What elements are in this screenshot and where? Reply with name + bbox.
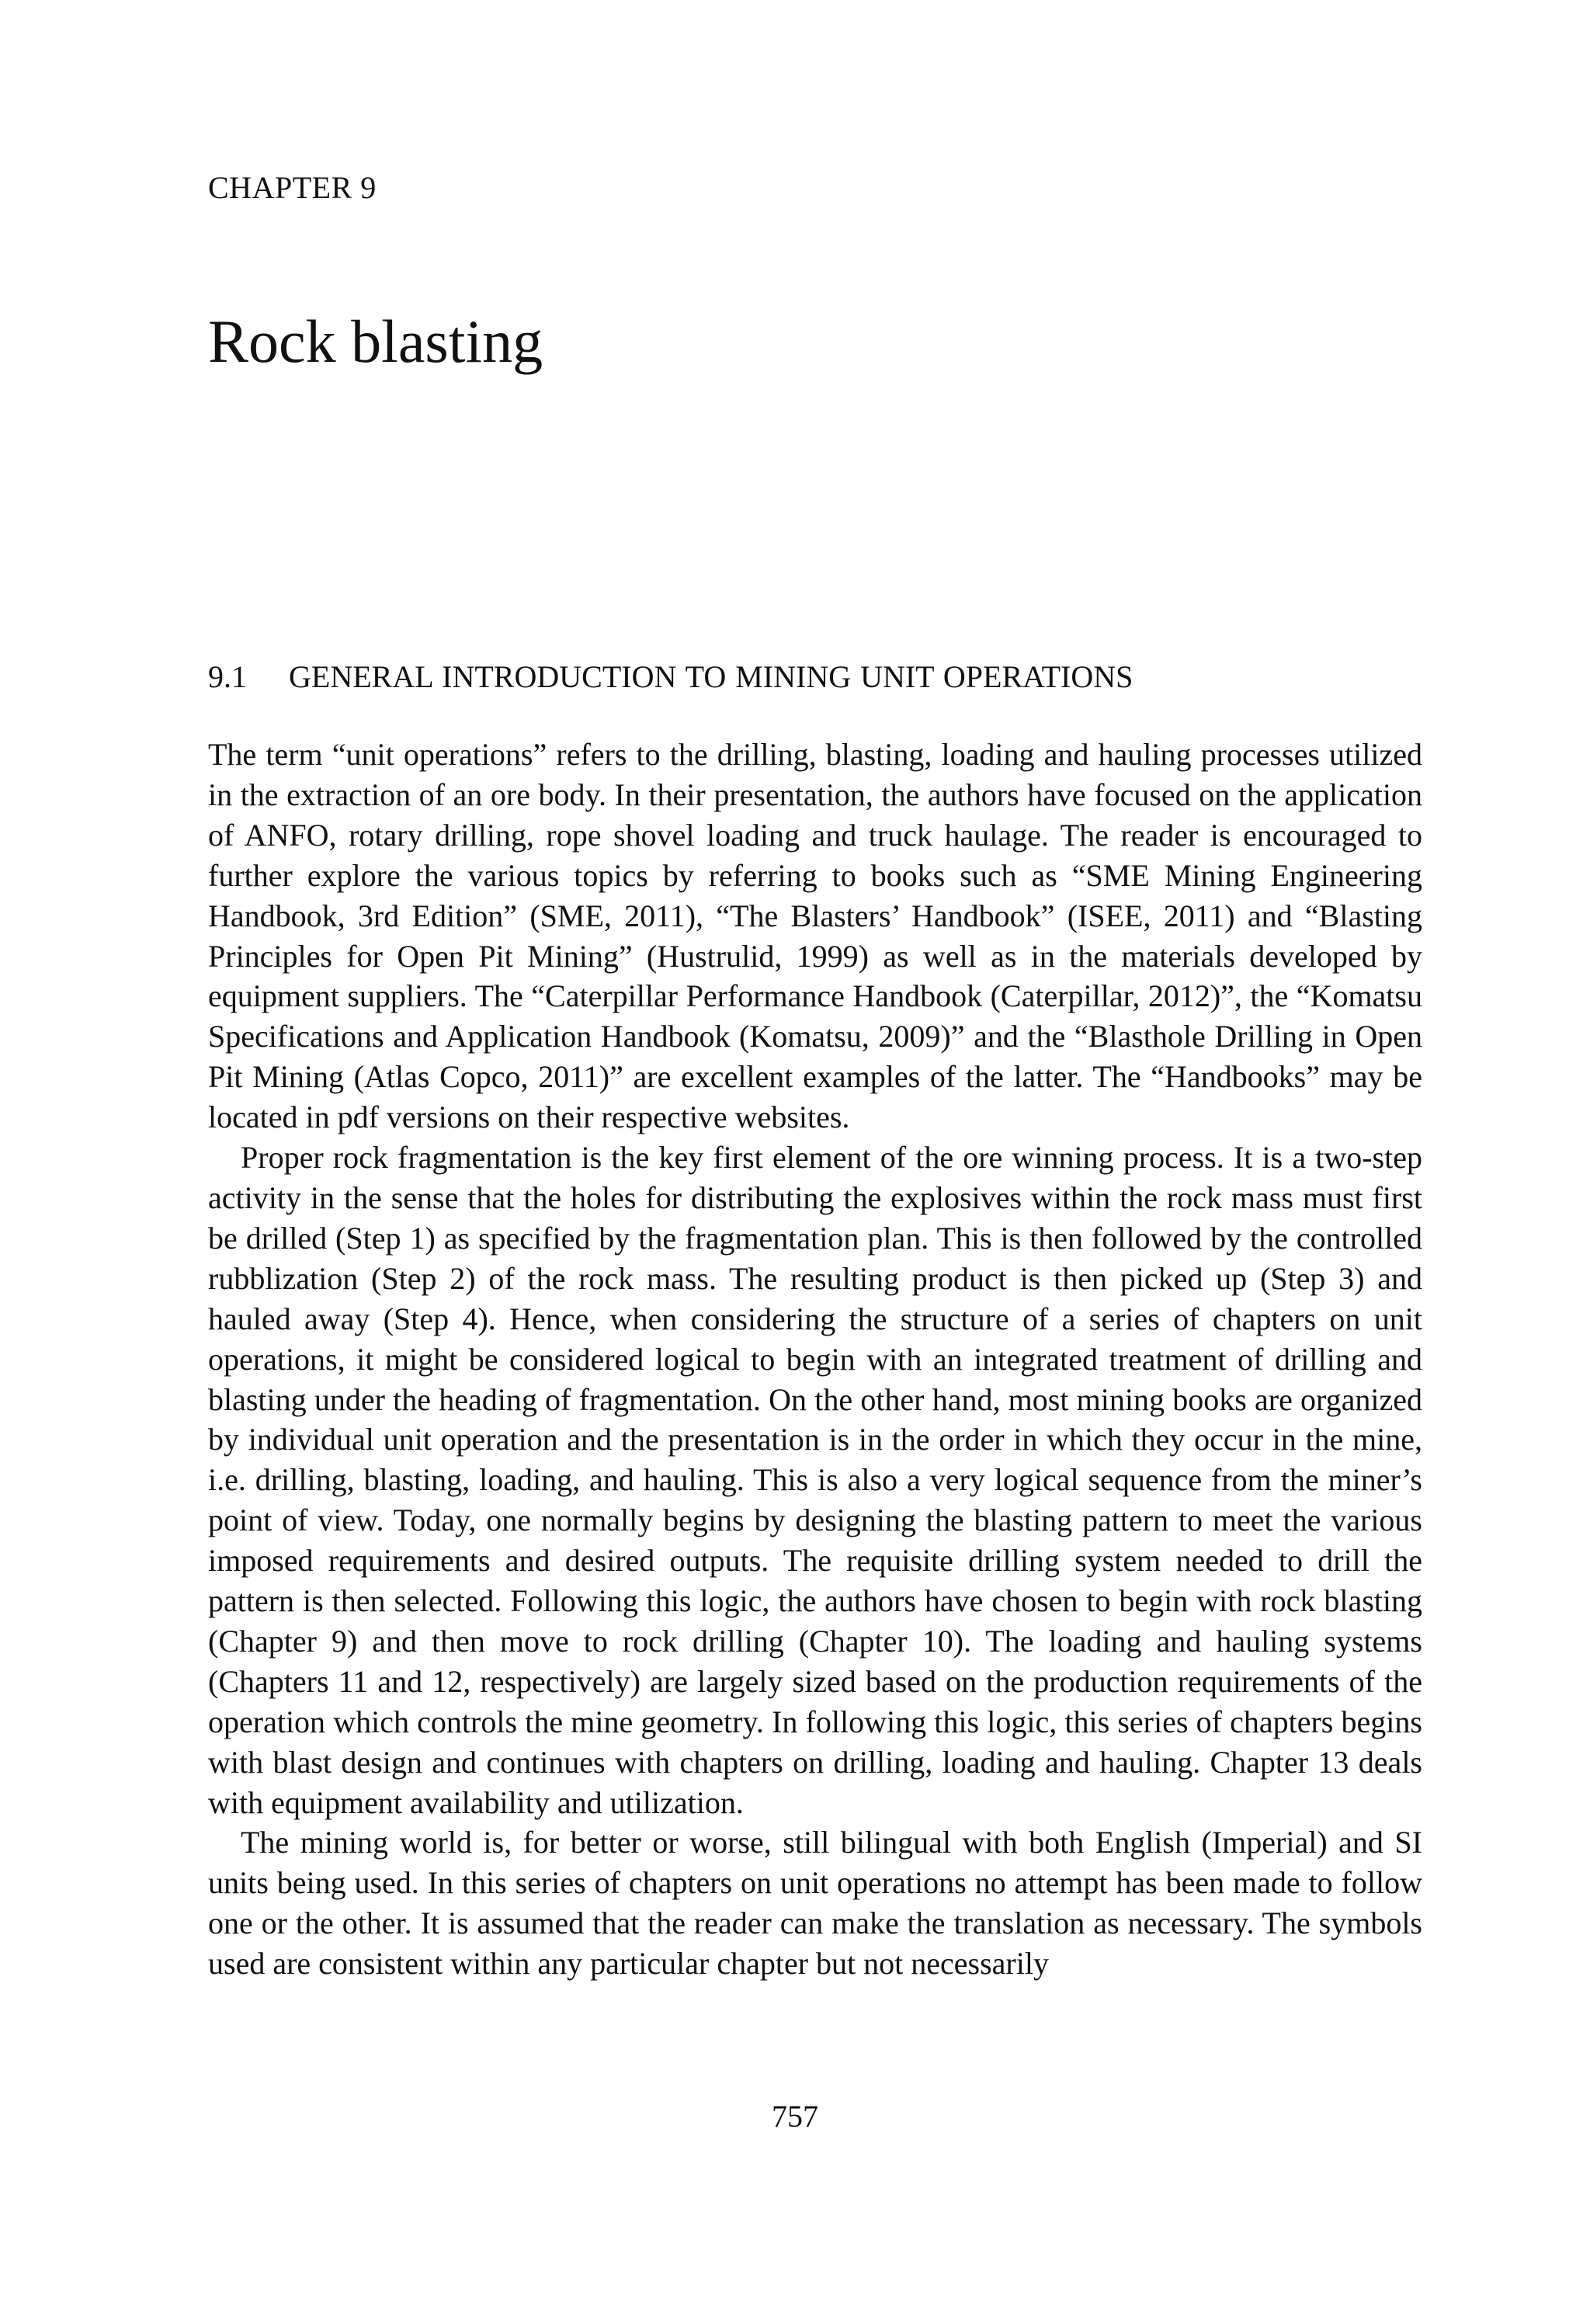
section-title: GENERAL INTRODUCTION TO MINING UNIT OPERATIONS: [289, 659, 1133, 694]
section-number: 9.1: [208, 659, 247, 694]
chapter-title: Rock blasting: [208, 307, 543, 375]
page-number: 757: [772, 2099, 818, 2134]
chapter-label: CHAPTER 9: [208, 170, 377, 205]
paragraph-2: Proper rock fragmentation is the key first element of the ore winning process. It is a two-step activity in the sense that the holes for distributing the explosives within the rock mass must first be drilled (Step 1) as specified by the fragmentation plan. This is then followed by the controlled rubblization (Step 2) of the rock mass. The resulting product is then picked up (Step 3) and hauled away (Step 4). Hence, when considering the structure of a series of chapters on unit operations, it might be considered logical to begin with an integrated treatment of drilling and blasting under the heading of fragmentation. On the other hand, most mining books are organized by individual unit operation and the presentation is in the order in which they occur in the mine, i.e. drilling, blasting, loading, and hauling. This is also a very logical sequence from the miner’s point of view. Today, one normally begins by designing the blasting pattern to meet the various imposed requirements and desired outputs. The requisite drilling system needed to drill the pattern is then selected. Following this logic, the authors have chosen to begin with rock blasting (Chapter 9) and then move to rock drilling (Chapter 10). The loading and hauling systems (Chapters 11 and 12, respectively) are largely sized based on the production requirements of the operation which controls the mine geometry. In following this logic, this series of chapters begins with blast design and continues with chapters on drilling, loading and hauling. Chapter 13 deals with equipment availability and utilization.: [208, 1140, 1422, 1820]
section-heading: [208, 654, 1133, 700]
paragraph-3: The mining world is, for better or worse, still bilingual with both English (Imperial) and SI units being used. In this series of chapters on unit operations no attempt has been made to follow one or the other. It is assumed that the reader can make the translation as necessary. The symbols used are consistent within any particular chapter but not necessarily: [208, 1825, 1422, 1982]
paragraph-1: The term “unit operations” refers to the drilling, blasting, loading and hauling processes utilized in the extraction of an ore body. In their presentation, the authors have focused on the application of ANFO, rotary drilling, rope shovel loading and truck haulage. The reader is encouraged to further explore the various topics by referring to books such as “SME Mining Engineering Handbook, 3rd Edition” (SME, 2011), “The Blasters’ Handbook” (ISEE, 2011) and “Blasting Principles for Open Pit Mining” (Hustrulid, 1999) as well as in the materials developed by equipment suppliers. The “Caterpillar Performance Handbook (Caterpillar, 2012)”, the “Komatsu Specifications and Application Handbook (Komatsu, 2009)” and the “Blasthole Drilling in Open Pit Mining (Atlas Copco, 2011)” are excellent examples of the latter. The “Handbooks” may be located in pdf versions on their respective websites.: [208, 737, 1422, 1135]
body-text: [208, 735, 1422, 1984]
